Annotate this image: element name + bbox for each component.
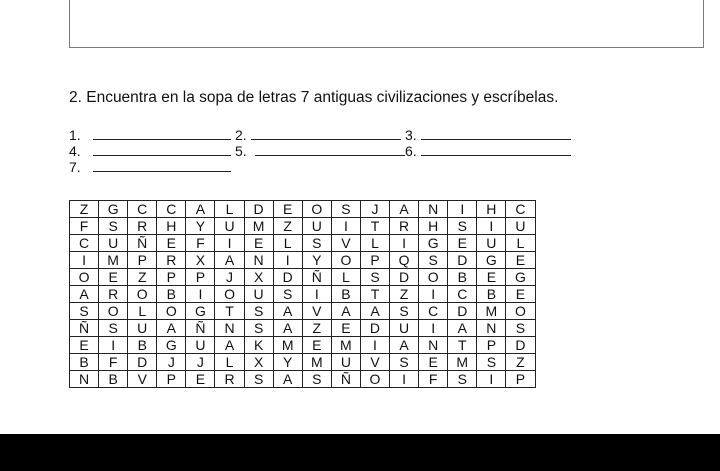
grid-cell: G — [419, 235, 448, 252]
grid-cell: E — [477, 269, 506, 286]
grid-row — [70, 286, 536, 303]
grid-cell: Ñ — [70, 320, 99, 337]
grid-cell: I — [390, 371, 419, 388]
grid-cell: T — [448, 337, 477, 354]
grid-cell: Y — [273, 354, 302, 371]
bottom-black-band — [0, 434, 720, 471]
grid-cell: C — [506, 201, 535, 218]
grid-cell: A — [390, 337, 419, 354]
grid-cell: E — [419, 354, 448, 371]
grid-cell: X — [186, 252, 215, 269]
grid-cell: U — [331, 354, 360, 371]
grid-cell: T — [360, 218, 389, 235]
grid-cell: S — [390, 303, 419, 320]
grid-cell: H — [477, 201, 506, 218]
grid-cell: B — [477, 286, 506, 303]
grid-cell: I — [273, 252, 302, 269]
grid-cell: L — [215, 354, 244, 371]
grid-cell: Ñ — [302, 269, 331, 286]
grid-cell: F — [99, 354, 128, 371]
grid-cell: Y — [186, 218, 215, 235]
grid-cell: D — [273, 269, 302, 286]
grid-cell: A — [70, 286, 99, 303]
grid-cell: D — [448, 303, 477, 320]
grid-row — [70, 354, 536, 371]
grid-cell: S — [244, 303, 273, 320]
grid-cell: C — [157, 201, 186, 218]
grid-cell: E — [157, 235, 186, 252]
grid-cell: I — [99, 337, 128, 354]
blank-line-4[interactable] — [93, 143, 231, 156]
grid-row — [70, 303, 536, 320]
grid-cell: Q — [390, 252, 419, 269]
grid-cell: O — [360, 371, 389, 388]
grid-cell: I — [70, 252, 99, 269]
grid-cell: T — [215, 303, 244, 320]
grid-cell: S — [448, 218, 477, 235]
grid-cell: G — [506, 269, 535, 286]
blank-3[interactable] — [405, 127, 571, 142]
grid-cell: U — [390, 320, 419, 337]
blank-2[interactable] — [235, 127, 401, 142]
grid-cell: S — [302, 371, 331, 388]
grid-cell: B — [448, 269, 477, 286]
grid-cell: E — [70, 337, 99, 354]
grid-cell: E — [448, 235, 477, 252]
grid-cell: N — [215, 320, 244, 337]
blank-label-5: 5. — [235, 143, 247, 159]
grid-cell: X — [244, 269, 273, 286]
grid-cell: D — [244, 201, 273, 218]
grid-cell: I — [215, 235, 244, 252]
grid-cell: A — [390, 201, 419, 218]
grid-cell: U — [477, 235, 506, 252]
blank-label-1: 1. — [69, 127, 81, 143]
grid-cell: I — [186, 286, 215, 303]
grid-cell: A — [273, 371, 302, 388]
grid-row — [70, 320, 536, 337]
grid-cell: I — [302, 286, 331, 303]
grid-cell: D — [506, 337, 535, 354]
grid-cell: U — [99, 235, 128, 252]
grid-cell: A — [448, 320, 477, 337]
grid-cell: L — [506, 235, 535, 252]
grid-cell: P — [360, 252, 389, 269]
grid-cell: E — [244, 235, 273, 252]
grid-cell: P — [477, 337, 506, 354]
blank-line-3[interactable] — [421, 127, 571, 140]
grid-cell: R — [128, 218, 157, 235]
grid-cell: G — [99, 201, 128, 218]
blank-line-1[interactable] — [93, 127, 231, 140]
grid-cell: O — [128, 286, 157, 303]
grid-cell: V — [331, 235, 360, 252]
grid-cell: V — [128, 371, 157, 388]
blank-4[interactable] — [69, 143, 231, 158]
grid-cell: I — [390, 235, 419, 252]
grid-cell: S — [273, 286, 302, 303]
grid-cell: V — [360, 354, 389, 371]
grid-cell: U — [506, 218, 535, 235]
grid-cell: A — [186, 201, 215, 218]
grid-cell: J — [215, 269, 244, 286]
grid-cell: M — [331, 337, 360, 354]
grid-cell: S — [477, 354, 506, 371]
blank-1[interactable] — [69, 127, 231, 142]
grid-cell: Z — [390, 286, 419, 303]
blank-line-6[interactable] — [421, 143, 571, 156]
grid-cell: S — [70, 303, 99, 320]
grid-cell: D — [360, 320, 389, 337]
grid-cell: C — [448, 286, 477, 303]
grid-cell: O — [70, 269, 99, 286]
grid-cell: N — [477, 320, 506, 337]
grid-cell: I — [419, 320, 448, 337]
grid-cell: Ñ — [331, 371, 360, 388]
blank-label-6: 6. — [405, 143, 417, 159]
grid-cell: R — [99, 286, 128, 303]
grid-cell: B — [331, 286, 360, 303]
grid-cell: O — [331, 252, 360, 269]
blank-line-7[interactable] — [93, 159, 231, 172]
grid-cell: H — [157, 218, 186, 235]
grid-cell: I — [360, 337, 389, 354]
grid-cell: O — [215, 286, 244, 303]
grid-cell: O — [302, 201, 331, 218]
grid-cell: P — [186, 269, 215, 286]
grid-cell: Z — [128, 269, 157, 286]
grid-cell: I — [419, 286, 448, 303]
grid-cell: I — [477, 218, 506, 235]
grid-cell: R — [390, 218, 419, 235]
grid-cell: U — [215, 218, 244, 235]
grid-cell: L — [331, 269, 360, 286]
grid-cell: S — [244, 320, 273, 337]
grid-cell: R — [157, 252, 186, 269]
grid-cell: S — [302, 235, 331, 252]
grid-cell: S — [506, 320, 535, 337]
grid-cell: M — [273, 337, 302, 354]
blank-label-3: 3. — [405, 127, 417, 143]
grid-cell: B — [70, 354, 99, 371]
blank-line-2[interactable] — [251, 127, 401, 140]
grid-cell: A — [360, 303, 389, 320]
grid-cell: A — [273, 303, 302, 320]
grid-cell: G — [186, 303, 215, 320]
grid-cell: B — [128, 337, 157, 354]
grid-row — [70, 337, 536, 354]
grid-cell: Ñ — [186, 320, 215, 337]
grid-cell: G — [157, 337, 186, 354]
grid-row — [70, 235, 536, 252]
instruction-text: 2. Encuentra en la sopa de letras 7 antiguas civilizaciones y escríbelas. — [69, 89, 559, 106]
grid-cell: M — [302, 354, 331, 371]
grid-cell: J — [186, 354, 215, 371]
grid-cell: Z — [70, 201, 99, 218]
grid-cell: O — [99, 303, 128, 320]
grid-cell: F — [419, 371, 448, 388]
grid-cell: E — [506, 286, 535, 303]
grid-cell: C — [128, 201, 157, 218]
grid-cell: X — [244, 354, 273, 371]
grid-cell: O — [419, 269, 448, 286]
grid-cell: N — [419, 201, 448, 218]
grid-cell: D — [128, 354, 157, 371]
answer-box[interactable] — [69, 0, 704, 48]
grid-row — [70, 252, 536, 269]
grid-cell: E — [331, 320, 360, 337]
grid-cell: E — [506, 252, 535, 269]
grid-cell: N — [244, 252, 273, 269]
grid-cell: P — [157, 269, 186, 286]
grid-cell: S — [99, 218, 128, 235]
grid-cell: E — [302, 337, 331, 354]
grid-cell: D — [390, 269, 419, 286]
grid-cell: A — [331, 303, 360, 320]
grid-cell: A — [157, 320, 186, 337]
grid-cell: B — [157, 286, 186, 303]
grid-cell: P — [506, 371, 535, 388]
grid-cell: E — [99, 269, 128, 286]
grid-cell: U — [128, 320, 157, 337]
grid-cell: Ñ — [128, 235, 157, 252]
grid-row — [70, 218, 536, 235]
grid-cell: S — [419, 252, 448, 269]
grid-cell: Y — [302, 252, 331, 269]
grid-cell: F — [70, 218, 99, 235]
grid-cell: S — [390, 354, 419, 371]
grid-cell: I — [448, 201, 477, 218]
grid-cell: I — [331, 218, 360, 235]
grid-cell: P — [128, 252, 157, 269]
grid-cell: L — [215, 201, 244, 218]
grid-cell: U — [186, 337, 215, 354]
grid-cell: G — [477, 252, 506, 269]
blank-7[interactable] — [69, 159, 231, 174]
grid-cell: S — [360, 269, 389, 286]
grid-cell: S — [448, 371, 477, 388]
blank-line-5[interactable] — [255, 143, 405, 156]
blank-label-4: 4. — [69, 143, 81, 159]
grid-cell: S — [244, 371, 273, 388]
grid-cell: D — [448, 252, 477, 269]
grid-cell: S — [331, 201, 360, 218]
grid-cell: F — [186, 235, 215, 252]
grid-cell: K — [244, 337, 273, 354]
grid-cell: A — [215, 337, 244, 354]
grid-cell: Z — [302, 320, 331, 337]
grid-cell: J — [360, 201, 389, 218]
grid-cell: O — [157, 303, 186, 320]
word-search-grid — [69, 200, 536, 388]
grid-cell: P — [157, 371, 186, 388]
grid-cell: U — [302, 218, 331, 235]
grid-cell: T — [360, 286, 389, 303]
grid-cell: B — [99, 371, 128, 388]
grid-cell: O — [506, 303, 535, 320]
grid-cell: C — [70, 235, 99, 252]
grid-cell: N — [70, 371, 99, 388]
grid-row — [70, 371, 536, 388]
grid-cell: L — [273, 235, 302, 252]
grid-cell: N — [419, 337, 448, 354]
grid-row — [70, 269, 536, 286]
blank-label-7: 7. — [69, 159, 81, 175]
grid-cell: A — [273, 320, 302, 337]
grid-row — [70, 201, 536, 218]
blank-5[interactable] — [235, 143, 405, 158]
grid-cell: Z — [506, 354, 535, 371]
blank-label-2: 2. — [235, 127, 247, 143]
grid-cell: M — [244, 218, 273, 235]
grid-cell: R — [215, 371, 244, 388]
grid-cell: J — [157, 354, 186, 371]
grid-cell: M — [477, 303, 506, 320]
grid-cell: Z — [273, 218, 302, 235]
grid-cell: M — [448, 354, 477, 371]
grid-cell: U — [244, 286, 273, 303]
grid-cell: E — [273, 201, 302, 218]
grid-cell: I — [477, 371, 506, 388]
grid-cell: E — [186, 371, 215, 388]
grid-cell: V — [302, 303, 331, 320]
grid-cell: C — [419, 303, 448, 320]
grid-cell: S — [99, 320, 128, 337]
grid-cell: M — [99, 252, 128, 269]
grid-cell: L — [128, 303, 157, 320]
grid-cell: L — [360, 235, 389, 252]
grid-cell: A — [215, 252, 244, 269]
blank-6[interactable] — [405, 143, 571, 158]
grid-cell: H — [419, 218, 448, 235]
